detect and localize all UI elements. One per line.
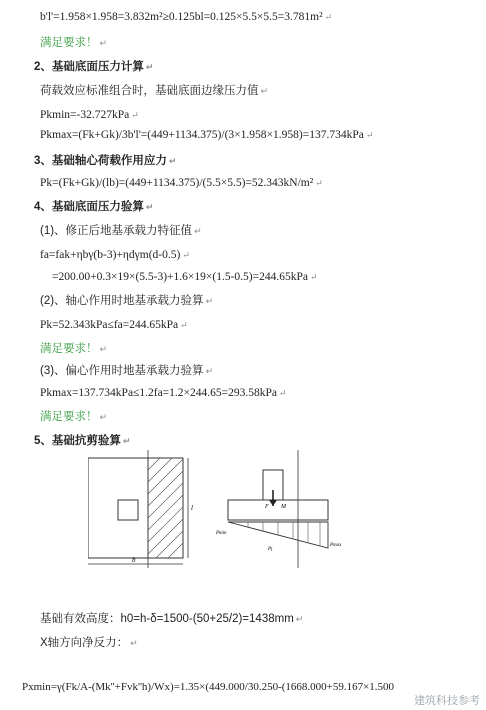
foundation-diagram [88, 450, 348, 570]
ok-line: 满足要求！ ↵ [40, 37, 108, 49]
label-pmax: Pmax [330, 543, 342, 548]
text-line: 荷载效应标准组合时，基础底面边缘压力值 ↵ [40, 85, 269, 97]
section-heading: 4、基础底面压力验算 ↵ [34, 201, 154, 213]
text-line: X轴方向净反力： ↵ [40, 637, 138, 649]
label-l: l [191, 504, 193, 512]
ok-line: 满足要求！ ↵ [40, 411, 108, 423]
text-line: 基础有效高度：h0=h-δ=1500-(50+25/2)=1438mm ↵ [40, 613, 304, 625]
section-heading: 3、基础轴心荷载作用应力 ↵ [34, 155, 177, 167]
footing-section [228, 500, 328, 520]
label-pj: Pj [268, 547, 273, 552]
formula-line: Pk=(Fk+Gk)/(lb)=(449+1134.375)/(5.5×5.5)=52.343kN/m² ↵ [40, 177, 323, 189]
text-line: (2)、轴心作用时地基承载力验算 ↵ [40, 295, 214, 307]
label-F: F [265, 504, 269, 510]
label-M: M [281, 504, 286, 510]
ok-line: 满足要求！ ↵ [40, 343, 108, 355]
formula-line: Pkmax=(Fk+Gk)/3b'l'=(449+1134.375)/(3×1.958×1.958)=137.734kPa ↵ [40, 129, 374, 141]
text-line: (3)、偏心作用时地基承载力验算 ↵ [40, 365, 214, 377]
watermark: 建筑科技参考 [414, 695, 480, 707]
text-line: (1)、修正后地基承载力特征值 ↵ [40, 225, 202, 237]
formula-line: =200.00+0.3×19×(5.5-3)+1.6×19×(1.5-0.5)=244.65kPa ↵ [52, 271, 318, 283]
section-heading: 5、基础抗剪验算 ↵ [34, 435, 131, 447]
label-b: b [132, 556, 136, 564]
pressure-hatch [248, 522, 320, 546]
shear-hatch [148, 458, 183, 558]
formula-line: Pxmin=γ(Fk/A-(Mk''+Fvk''h)/Wx)=1.35×(449.000/30.250-(1668.000+59.167×1.500 [22, 681, 395, 693]
formula-line: b'l'=1.958×1.958=3.832m²≥0.125bl=0.125×5.5×5.5=3.781m² ↵ [40, 11, 333, 23]
section-heading: 2、基础底面压力计算 ↵ [34, 61, 154, 73]
formula-line: Pkmin=-32.727kPa ↵ [40, 109, 139, 121]
formula-line: fa=fak+ηbγ(b-3)+ηdγm(d-0.5) ↵ [40, 249, 190, 261]
formula-line: Pk=52.343kPa≤fa=244.65kPa ↵ [40, 319, 188, 331]
column-outline [118, 500, 138, 520]
label-pmin: Pmin [216, 531, 227, 536]
formula-line: Pkmax=137.734kPa≤1.2fa=1.2×244.65=293.58kPa ↵ [40, 387, 287, 399]
arrowhead-icon [269, 500, 277, 506]
